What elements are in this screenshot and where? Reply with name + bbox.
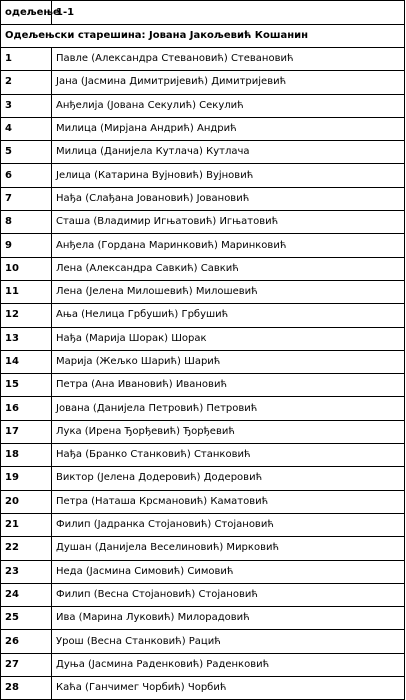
student-name: Петра (Ана Ивановић) Ивановић xyxy=(52,374,405,397)
class-value: 1-1 xyxy=(52,1,405,25)
student-number: 13 xyxy=(1,327,52,350)
teacher-line: Одељењски старешина: Јована Јакољевић Кошанин xyxy=(1,25,405,48)
student-name: Душан (Данијела Веселиновић) Мирковић xyxy=(52,537,405,560)
student-number: 26 xyxy=(1,630,52,653)
table-row xyxy=(1,420,405,443)
student-name: Јелица (Катарина Вујновић) Вујновић xyxy=(52,164,405,187)
table-row xyxy=(1,257,405,280)
student-name: Нађа (Бранко Станковић) Станковић xyxy=(52,444,405,467)
table-row xyxy=(1,653,405,676)
table-row xyxy=(1,513,405,536)
student-name: Јована (Данијела Петровић) Петровић xyxy=(52,397,405,420)
student-number: 23 xyxy=(1,560,52,583)
table-row xyxy=(1,327,405,350)
student-name: Сташа (Владимир Игњатовић) Игњатовић xyxy=(52,211,405,234)
student-name: Ања (Нелица Грбушић) Грбушић xyxy=(52,304,405,327)
student-number: 9 xyxy=(1,234,52,257)
student-name: Каћа (Ганчимег Чорбић) Чорбић xyxy=(52,677,405,700)
student-name: Лука (Ирена Ђорђевић) Ђорђевић xyxy=(52,420,405,443)
student-number: 1 xyxy=(1,48,52,71)
student-name: Филип (Јадранка Стојановић) Стојановић xyxy=(52,513,405,536)
student-number: 3 xyxy=(1,94,52,117)
student-name: Анђела (Гордана Маринковић) Маринковић xyxy=(52,234,405,257)
student-name: Филип (Весна Стојановић) Стојановић xyxy=(52,583,405,606)
table-row xyxy=(1,537,405,560)
student-number: 24 xyxy=(1,583,52,606)
student-number: 12 xyxy=(1,304,52,327)
student-name: Анђелија (Јована Секулић) Секулић xyxy=(52,94,405,117)
student-name: Неда (Јасмина Симовић) Симовић xyxy=(52,560,405,583)
table-row xyxy=(1,117,405,140)
student-number: 27 xyxy=(1,653,52,676)
student-name: Марија (Жељко Шарић) Шарић xyxy=(52,350,405,373)
student-name: Милица (Мирјана Андрић) Андрић xyxy=(52,117,405,140)
student-name: Виктор (Јелена Додеровић) Додеровић xyxy=(52,467,405,490)
student-name: Урош (Весна Станковић) Рацић xyxy=(52,630,405,653)
table-row xyxy=(1,94,405,117)
student-number: 17 xyxy=(1,420,52,443)
class-label: одељење xyxy=(1,1,52,25)
student-number: 22 xyxy=(1,537,52,560)
student-number: 14 xyxy=(1,350,52,373)
roster-body xyxy=(1,1,405,700)
student-number: 4 xyxy=(1,117,52,140)
table-row xyxy=(1,304,405,327)
table-row xyxy=(1,187,405,210)
student-name: Ива (Марина Луковић) Милорадовић xyxy=(52,607,405,630)
table-row xyxy=(1,374,405,397)
table-row xyxy=(1,350,405,373)
student-number: 25 xyxy=(1,607,52,630)
table-row xyxy=(1,467,405,490)
table-row xyxy=(1,490,405,513)
table-row xyxy=(1,560,405,583)
student-number: 20 xyxy=(1,490,52,513)
student-number: 10 xyxy=(1,257,52,280)
table-row xyxy=(1,444,405,467)
table-row xyxy=(1,677,405,700)
teacher-row xyxy=(1,25,405,48)
student-number: 7 xyxy=(1,187,52,210)
student-name: Петра (Наташа Крсмановић) Каматовић xyxy=(52,490,405,513)
table-row xyxy=(1,397,405,420)
table-row xyxy=(1,630,405,653)
table-row xyxy=(1,211,405,234)
student-number: 6 xyxy=(1,164,52,187)
table-row xyxy=(1,583,405,606)
student-number: 11 xyxy=(1,280,52,303)
student-name: Павле (Александра Стевановић) Стевановић xyxy=(52,48,405,71)
table-row xyxy=(1,234,405,257)
table-row xyxy=(1,280,405,303)
student-name: Лена (Јелена Милошевић) Милошевић xyxy=(52,280,405,303)
student-name: Нађа (Слађана Јовановић) Јовановић xyxy=(52,187,405,210)
class-header-row xyxy=(1,1,405,25)
table-row xyxy=(1,141,405,164)
student-name: Милица (Данијела Кутлача) Кутлача xyxy=(52,141,405,164)
student-name: Лена (Александра Савкић) Савкић xyxy=(52,257,405,280)
student-number: 28 xyxy=(1,677,52,700)
student-number: 2 xyxy=(1,71,52,94)
table-row xyxy=(1,607,405,630)
student-name: Јана (Јасмина Димитријевић) Димитријевић xyxy=(52,71,405,94)
student-name: Дуња (Јасмина Раденковић) Раденковић xyxy=(52,653,405,676)
student-number: 5 xyxy=(1,141,52,164)
table-row xyxy=(1,71,405,94)
student-number: 15 xyxy=(1,374,52,397)
student-number: 16 xyxy=(1,397,52,420)
student-number: 18 xyxy=(1,444,52,467)
student-name: Нађа (Марија Шорак) Шорак xyxy=(52,327,405,350)
student-number: 21 xyxy=(1,513,52,536)
student-number: 19 xyxy=(1,467,52,490)
table-row xyxy=(1,48,405,71)
table-row xyxy=(1,164,405,187)
student-number: 8 xyxy=(1,211,52,234)
